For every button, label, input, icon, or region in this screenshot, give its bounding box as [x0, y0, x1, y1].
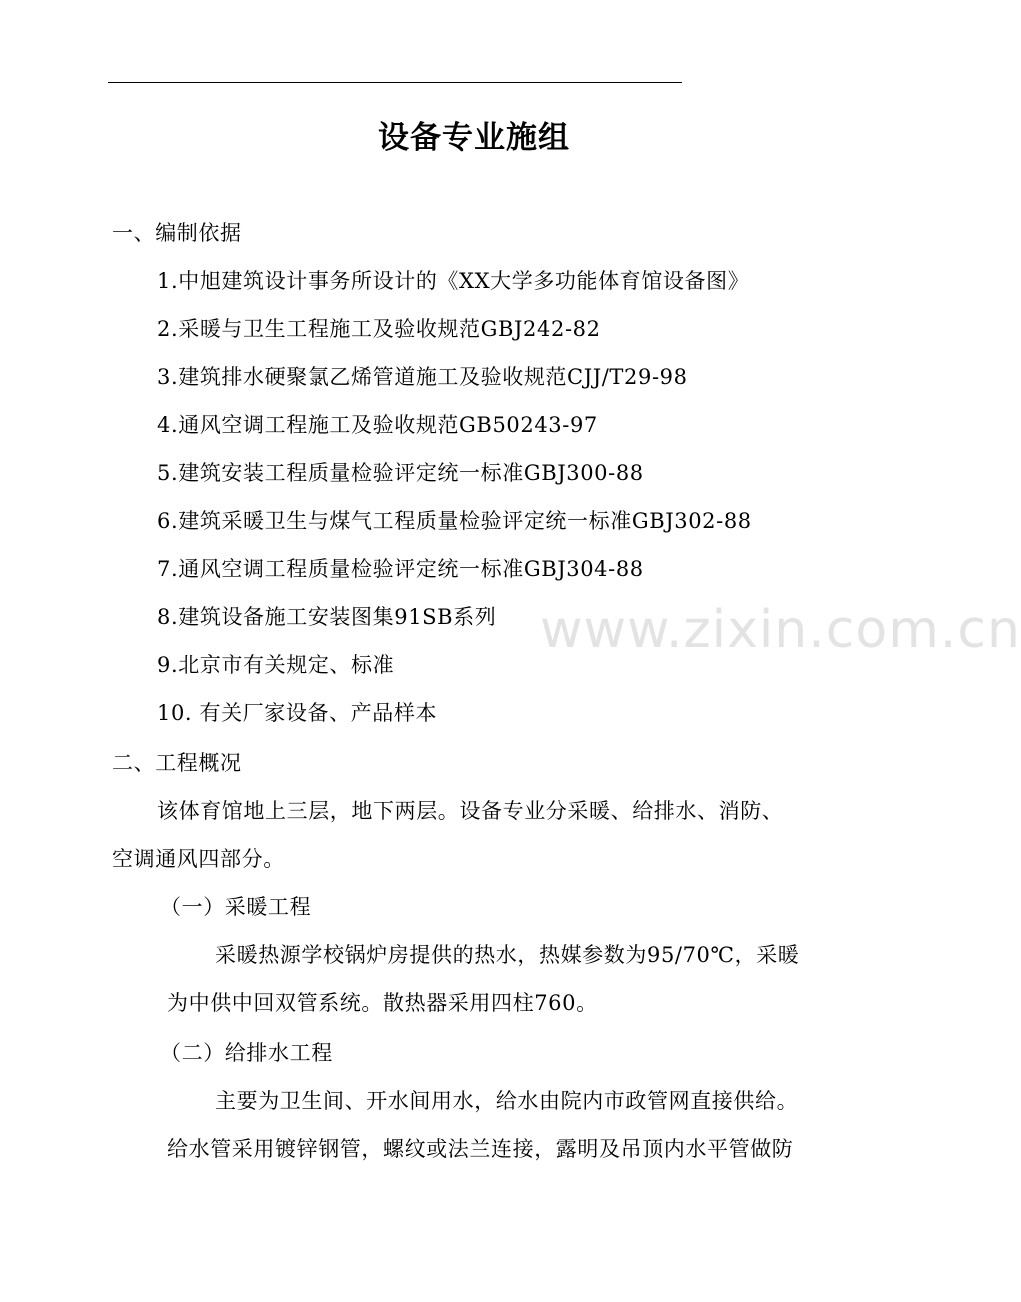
heating-paragraph-line-2: 为中供中回双管系统。散热器采用四柱760。: [167, 991, 598, 1015]
overview-paragraph-line-1: 该体育馆地上三层，地下两层。设备专业分采暖、给排水、消防、: [157, 799, 784, 823]
overview-paragraph-line-2: 空调通风四部分。: [112, 847, 285, 871]
basis-item-4: 4.通风空调工程施工及验收规范GB50243-97: [157, 413, 598, 437]
basis-item-8: 8.建筑设备施工安装图集91SB系列: [157, 605, 497, 629]
watermark: www.zixin.com.cn: [540, 600, 1021, 660]
basis-item-5: 5.建筑安装工程质量检验评定统一标准GBJ300-88: [157, 461, 644, 485]
basis-item-10: 10. 有关厂家设备、产品样本: [157, 701, 438, 725]
basis-item-9: 9.北京市有关规定、标准: [157, 653, 395, 677]
subsection-heading-heating: （一）采暖工程: [160, 895, 312, 919]
basis-item-7: 7.通风空调工程质量检验评定统一标准GBJ304-88: [157, 557, 644, 581]
subsection-heading-water: （二）给排水工程: [160, 1041, 333, 1065]
heating-paragraph-line-1: 采暖热源学校锅炉房提供的热水，热媒参数为95/70℃，采暖: [215, 943, 800, 967]
section-heading-overview: 二、工程概况: [112, 751, 242, 775]
header-rule: [108, 82, 682, 83]
section-heading-basis: 一、编制依据: [112, 221, 242, 245]
basis-item-6: 6.建筑采暖卫生与煤气工程质量检验评定统一标准GBJ302-88: [157, 509, 752, 533]
document-title: 设备专业施组: [378, 120, 570, 156]
water-paragraph-line-1: 主要为卫生间、开水间用水，给水由院内市政管网直接供给。: [215, 1089, 799, 1113]
basis-item-2: 2.采暖与卫生工程施工及验收规范GBJ242-82: [157, 317, 601, 341]
basis-item-3: 3.建筑排水硬聚氯乙烯管道施工及验收规范CJJ/T29-98: [157, 365, 688, 389]
basis-item-1: 1.中旭建筑设计事务所设计的《XX大学多功能体育馆设备图》: [157, 269, 750, 293]
water-paragraph-line-2: 给水管采用镀锌钢管，螺纹或法兰连接，露明及吊顶内水平管做防: [167, 1137, 794, 1161]
